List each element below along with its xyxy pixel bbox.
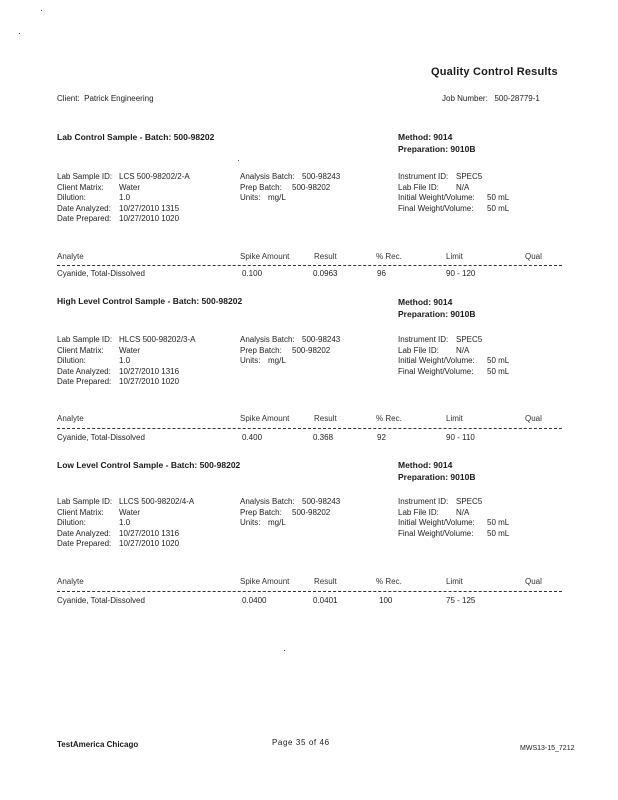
info-value: 500-98243 — [302, 335, 341, 344]
cell-result: 0.0401 — [313, 596, 338, 605]
col-qual: Qual — [525, 577, 542, 586]
info-value: 50 mL — [487, 193, 510, 202]
info-value: 500-98202 — [292, 345, 331, 355]
info-row — [398, 508, 509, 519]
section-title: Low Level Control Sample - Batch: 500-98202 — [57, 460, 241, 470]
info-label: Date Prepared: — [57, 539, 112, 548]
info-row — [57, 214, 190, 225]
job-label: Job Number: — [442, 94, 488, 103]
info-row — [398, 367, 509, 378]
info-value: 10/27/2010 1020 — [119, 214, 180, 223]
info-row — [240, 497, 340, 508]
info-label: Prep Batch: — [240, 182, 282, 192]
method-block — [398, 296, 475, 320]
info-row — [240, 335, 340, 346]
info-row — [57, 172, 190, 183]
info-value: 10/27/2010 1315 — [119, 203, 180, 213]
info-value: SPEC5 — [456, 497, 483, 506]
info-value: 10/27/2010 1020 — [119, 539, 180, 548]
info-row — [398, 518, 509, 529]
info-label: Instrument ID: — [398, 172, 449, 181]
cell-analyte: Cyanide, Total-Dissolved — [57, 269, 145, 278]
info-value: mg/L — [268, 518, 286, 527]
info-label: Date Prepared: — [57, 214, 112, 223]
info-label: Client Matrix: — [57, 182, 104, 192]
cell-analyte: Cyanide, Total-Dissolved — [57, 596, 145, 605]
sample-info-left — [57, 335, 196, 388]
cell-spike-amount: 0.100 — [242, 269, 263, 278]
info-label: Lab Sample ID: — [57, 497, 113, 506]
info-row — [240, 518, 340, 529]
sample-info-left — [57, 497, 194, 550]
info-row — [398, 356, 509, 367]
cell-result: 0.0963 — [313, 269, 338, 278]
col-spike-amount: Spike Amount — [240, 577, 290, 586]
method-label: Method: 9014 — [398, 460, 453, 470]
cell-percent-rec: 96 — [377, 269, 386, 278]
info-row — [398, 335, 509, 346]
table-rule — [57, 265, 562, 266]
info-row — [57, 335, 196, 346]
footer-page-number: Page 35 of 46 — [272, 738, 330, 747]
info-value: 50 mL — [487, 356, 510, 365]
info-value: 500-98243 — [302, 497, 341, 506]
method-label: Method: 9014 — [398, 297, 453, 307]
info-row — [398, 497, 509, 508]
sample-info-right — [398, 335, 509, 377]
client-line — [57, 94, 154, 105]
info-value: mg/L — [268, 193, 286, 202]
info-label: Final Weight/Volume: — [398, 528, 474, 538]
info-value: 50 mL — [487, 528, 510, 538]
col-analyte: Analyte — [57, 577, 84, 586]
footer-document-id: MWS13-15_7212 — [520, 745, 575, 752]
info-value: Water — [119, 182, 141, 192]
info-row — [398, 346, 509, 357]
cell-limit: 90 - 120 — [446, 269, 476, 278]
col-limit: Limit — [446, 577, 463, 586]
col-spike-amount: Spike Amount — [240, 414, 290, 423]
info-label: Client Matrix: — [57, 507, 104, 517]
info-label: Analysis Batch: — [240, 172, 295, 181]
client-value: Patrick Engineering — [84, 94, 154, 103]
col-percent-rec: % Rec. — [376, 414, 402, 423]
info-value: HLCS 500-98202/3-A — [119, 335, 196, 344]
info-row — [240, 183, 340, 194]
info-value: 1.0 — [119, 193, 131, 202]
cell-limit: 75 - 125 — [446, 596, 476, 605]
sample-info-middle — [240, 172, 340, 204]
info-value: N/A — [456, 507, 470, 517]
info-label: Date Prepared: — [57, 377, 112, 386]
section-title: High Level Control Sample - Batch: 500-98202 — [57, 296, 243, 306]
info-value: 50 mL — [487, 518, 510, 527]
col-analyte: Analyte — [57, 252, 84, 261]
info-row — [398, 172, 509, 183]
col-qual: Qual — [525, 252, 542, 261]
info-row — [57, 367, 196, 378]
info-value: 50 mL — [487, 203, 510, 213]
table-rule — [57, 428, 562, 429]
col-limit: Limit — [446, 414, 463, 423]
info-label: Units: — [240, 518, 261, 527]
info-value: 10/27/2010 1316 — [119, 366, 180, 376]
info-row — [57, 497, 194, 508]
scan-speck — [19, 33, 20, 34]
info-label: Prep Batch: — [240, 507, 282, 517]
sample-info-left — [57, 172, 190, 225]
info-label: Final Weight/Volume: — [398, 203, 474, 213]
col-limit: Limit — [446, 252, 463, 261]
info-row — [240, 346, 340, 357]
cell-percent-rec: 100 — [379, 596, 393, 605]
info-row — [57, 193, 190, 204]
info-label: Dilution: — [57, 356, 86, 365]
info-label: Client Matrix: — [57, 345, 104, 355]
info-row — [57, 508, 194, 519]
info-label: Prep Batch: — [240, 345, 282, 355]
info-value: 500-98202 — [292, 507, 331, 517]
info-label: Initial Weight/Volume: — [398, 518, 475, 527]
cell-spike-amount: 0.0400 — [242, 596, 267, 605]
info-row — [398, 204, 509, 215]
footer-lab-name: TestAmerica Chicago — [57, 740, 139, 749]
info-value: 1.0 — [119, 518, 131, 527]
scan-speck — [238, 160, 239, 161]
info-label: Lab Sample ID: — [57, 335, 113, 344]
sample-info-right — [398, 497, 509, 539]
info-row — [57, 518, 194, 529]
info-label: Dilution: — [57, 518, 86, 527]
sample-info-middle — [240, 335, 340, 367]
info-label: Initial Weight/Volume: — [398, 356, 475, 365]
col-result: Result — [314, 414, 337, 423]
info-value: 10/27/2010 1020 — [119, 377, 180, 386]
client-label: Client: — [57, 94, 80, 103]
info-label: Date Analyzed: — [57, 366, 111, 376]
info-label: Instrument ID: — [398, 335, 449, 344]
col-spike-amount: Spike Amount — [240, 252, 290, 261]
info-label: Final Weight/Volume: — [398, 366, 474, 376]
method-block — [398, 459, 475, 483]
scan-speck — [284, 650, 285, 651]
info-label: Initial Weight/Volume: — [398, 193, 475, 202]
col-result: Result — [314, 252, 337, 261]
info-row — [57, 183, 190, 194]
sample-info-right — [398, 172, 509, 214]
col-analyte: Analyte — [57, 414, 84, 423]
info-label: Lab File ID: — [398, 507, 439, 517]
info-value: LCS 500-98202/2-A — [119, 172, 190, 181]
info-label: Units: — [240, 356, 261, 365]
info-value: 1.0 — [119, 356, 131, 365]
info-value: 500-98202 — [292, 182, 331, 192]
info-value: 50 mL — [487, 366, 510, 376]
col-percent-rec: % Rec. — [376, 577, 402, 586]
info-label: Lab File ID: — [398, 345, 439, 355]
info-row — [57, 204, 190, 215]
info-label: Date Analyzed: — [57, 203, 111, 213]
info-value: SPEC5 — [456, 335, 483, 344]
info-row — [398, 193, 509, 204]
info-label: Analysis Batch: — [240, 335, 295, 344]
preparation-label: Preparation: 9010B — [398, 144, 476, 154]
cell-result: 0.368 — [313, 433, 334, 442]
cell-spike-amount: 0.400 — [242, 433, 263, 442]
cell-limit: 90 - 110 — [446, 433, 475, 442]
info-label: Units: — [240, 193, 261, 202]
info-row — [398, 529, 509, 540]
col-percent-rec: % Rec. — [376, 252, 402, 261]
info-label: Lab File ID: — [398, 182, 439, 192]
info-label: Lab Sample ID: — [57, 172, 113, 181]
info-value: Water — [119, 345, 141, 355]
table-rule — [57, 591, 562, 592]
info-value: LLCS 500-98202/4-A — [119, 497, 195, 506]
info-label: Instrument ID: — [398, 497, 449, 506]
info-label: Dilution: — [57, 193, 86, 202]
report-title: Quality Control Results — [431, 66, 558, 78]
job-value: 500-28779-1 — [494, 94, 540, 103]
info-row — [398, 183, 509, 194]
method-block — [398, 131, 475, 155]
section-title: Lab Control Sample - Batch: 500-98202 — [57, 132, 215, 142]
info-row — [57, 539, 194, 550]
preparation-label: Preparation: 9010B — [398, 472, 476, 482]
info-row — [57, 346, 196, 357]
info-value: mg/L — [268, 356, 286, 365]
info-value: SPEC5 — [456, 172, 483, 181]
info-row — [57, 377, 196, 388]
info-row — [240, 508, 340, 519]
method-label: Method: 9014 — [398, 132, 453, 142]
info-label: Analysis Batch: — [240, 497, 295, 506]
info-row — [240, 172, 340, 183]
info-row — [240, 356, 340, 367]
info-row — [57, 529, 194, 540]
job-number-line — [442, 94, 540, 105]
info-row — [57, 356, 196, 367]
sample-info-middle — [240, 497, 340, 529]
scan-speck — [41, 10, 42, 11]
cell-percent-rec: 92 — [377, 433, 386, 442]
info-value: N/A — [456, 345, 470, 355]
info-value: 10/27/2010 1316 — [119, 528, 180, 538]
preparation-label: Preparation: 9010B — [398, 309, 476, 319]
info-value: Water — [119, 507, 141, 517]
col-result: Result — [314, 577, 337, 586]
cell-analyte: Cyanide, Total-Dissolved — [57, 433, 145, 442]
info-value: N/A — [456, 182, 470, 192]
info-label: Date Analyzed: — [57, 528, 111, 538]
info-value: 500-98243 — [302, 172, 341, 181]
col-qual: Qual — [525, 414, 542, 423]
info-row — [240, 193, 340, 204]
